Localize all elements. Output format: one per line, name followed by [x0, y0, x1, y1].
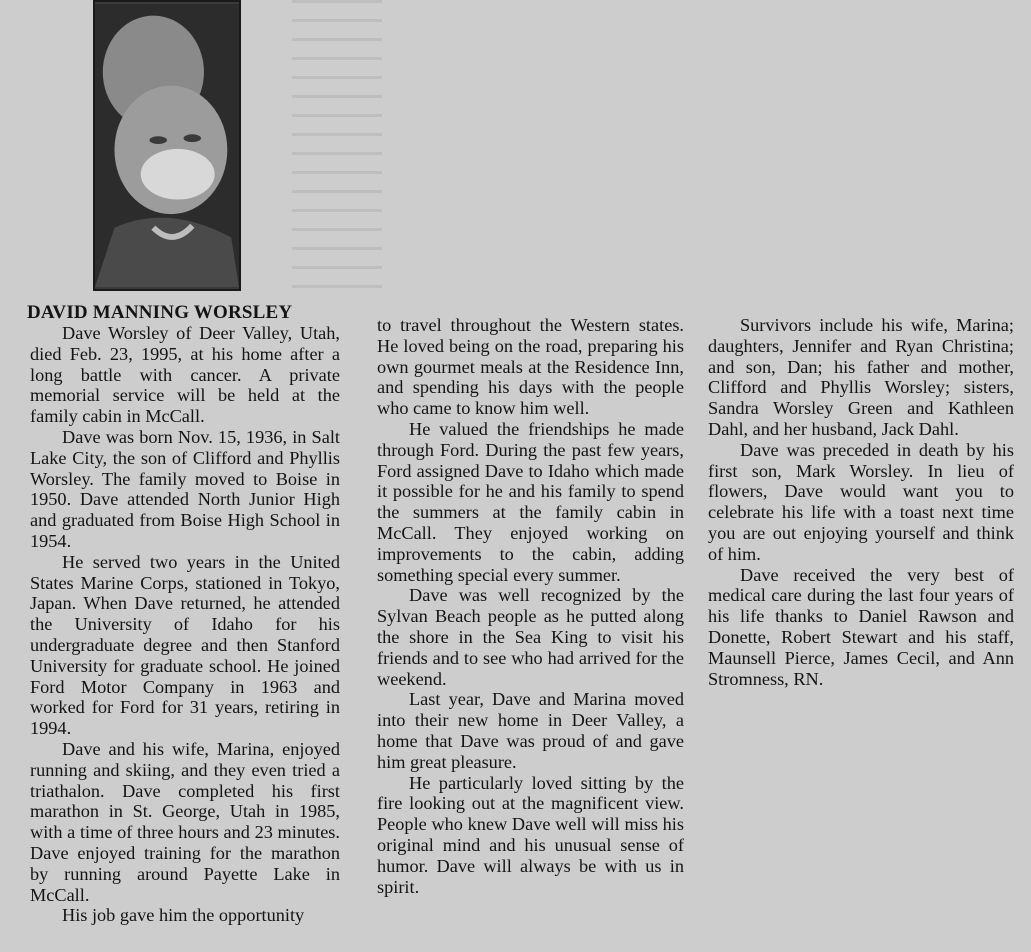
- paragraph: His job gave him the opportunity: [62, 905, 305, 926]
- paragraph: Survivors include his wife, Marina; daughters, Jennifer and Ryan Christina; and son, Dan; his father and mother, Clifford and Phyllis Worsley; sisters, Sandra Worsley Green and Kathleen Dahl, and her husband, Jack Dahl.: [708, 315, 1014, 439]
- paragraph: Dave Worsley of Deer Valley, Utah, died Feb. 23, 1995, at his home after a long battle with cancer. A private memorial service will be held at the family cabin in McCall.: [30, 323, 340, 427]
- obituary-headline: DAVID MANNING WORSLEY: [27, 302, 293, 323]
- paragraph: to travel throughout the Western states. He loved being on the road, preparing his own gourmet meals at the Residence Inn, and spending his days with the people who came to know him well.: [377, 315, 684, 419]
- paragraph: Dave received the very best of medical care during the last four years of his life thanks to Daniel Rawson and Donette, Robert Stewart and his staff, Maunsell Pierce, James Cecil, and Ann Stromness, RN.: [708, 564, 1014, 689]
- paragraph: Dave and his wife, Marina, enjoyed running and skiing, and they even tried a triathalon. Dave completed his first marathon in St. George, Utah in 1985, with a time of three hours and 23 minutes. Dave enjoyed training for the marathon by running around Payette Lake in McCall.: [30, 738, 340, 905]
- paragraph: He valued the friendships he made through Ford. During the past few years, Ford assigned Dave to Idaho which made it possible for he and his family to spend the summers at the family cabin in McCall. They enjoyed working on improvements to the cabin, adding something special every summer.: [377, 418, 684, 585]
- obituary-column-3: [708, 315, 1014, 689]
- obituary-column-1: [30, 323, 340, 926]
- portrait-image: [95, 2, 239, 289]
- paragraph: Dave was well recognized by the Sylvan Beach people as he putted along the shore in the Sea King to visit his friends and to see who had arrived for the weekend.: [377, 585, 684, 689]
- paragraph: He particularly loved sitting by the fire looking out at the magnificent view. People who knew Dave well will miss his original mind and his unusual sense of humor. Dave will always be with us in spirit.: [377, 772, 684, 897]
- paragraph: Last year, Dave and Marina moved into their new home in Deer Valley, a home that Dave was proud of and gave him great pleasure.: [377, 689, 684, 772]
- bleed-through-text: [292, 0, 382, 290]
- portrait-photo: [93, 0, 241, 291]
- paragraph: He served two years in the United States Marine Corps, stationed in Tokyo, Japan. When Dave returned, he attended the University of Idaho for his undergraduate degree and then Stanford University for graduate school. He joined Ford Motor Company in 1963 and worked for Ford for 31 years, retiring in 1994.: [30, 551, 340, 739]
- paragraph: Dave was born Nov. 15, 1936, in Salt Lake City, the son of Clifford and Phyllis Worsley. The family moved to Boise in 1950. Dave attended North Junior High and graduated from Boise High School in 1954.: [30, 426, 340, 551]
- paragraph: Dave was preceded in death by his first son, Mark Worsley. In lieu of flowers, Dave would want you to celebrate his life with a toast next time you are out enjoying yourself and think of him.: [708, 439, 1014, 564]
- obituary-column-2: [377, 315, 684, 897]
